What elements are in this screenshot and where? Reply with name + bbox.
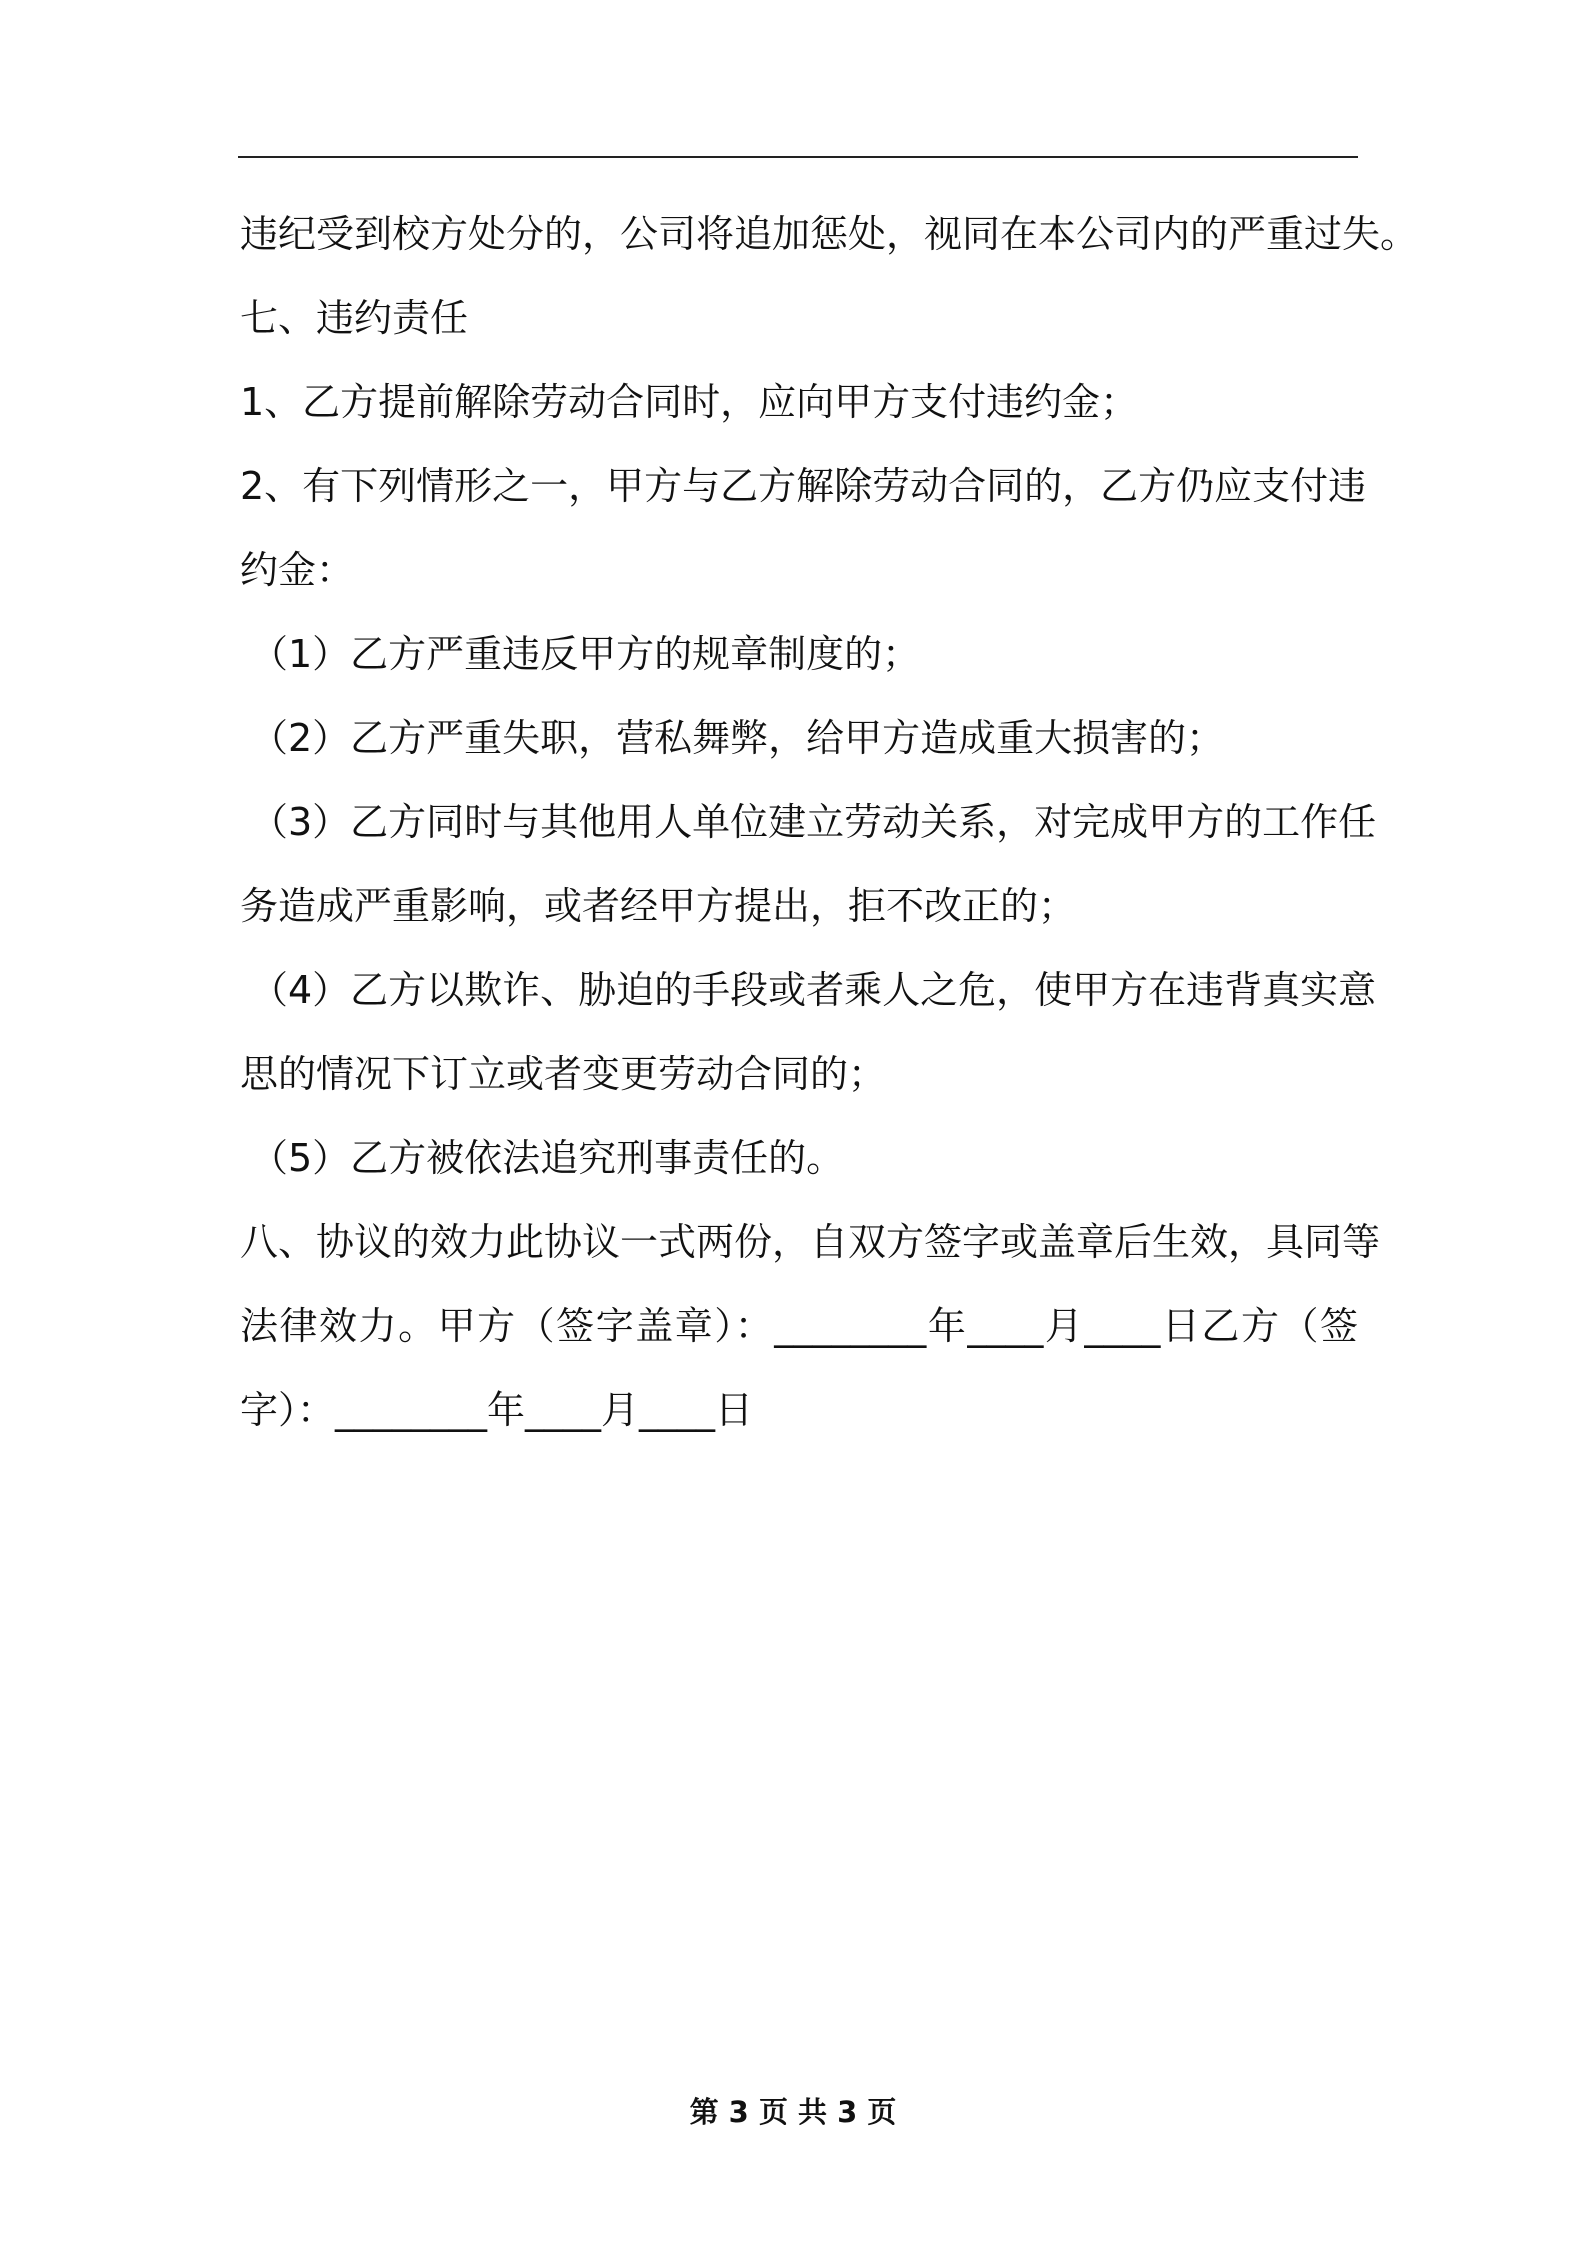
clause-2: 2、有下列情形之一，甲方与乙方解除劳动合同的，乙方仍应支付违 <box>240 464 1367 508</box>
header-rule <box>238 156 1358 158</box>
sub-clause-3: （3）乙方同时与其他用人单位建立劳动关系，对完成甲方的工作任 <box>250 800 1377 844</box>
page-number-footer: 第 3 页 共 3 页 <box>689 2095 897 2129</box>
sub-clause-2: （2）乙方严重失职，营私舞弊，给甲方造成重大损害的； <box>250 716 1225 760</box>
sub-clause-5: （5）乙方被依法追究刑事责任的。 <box>250 1136 845 1180</box>
clause-1: 1、乙方提前解除劳动合同时，应向甲方支付违约金； <box>240 380 1139 424</box>
sub-clause-4: （4）乙方以欺诈、胁迫的手段或者乘人之危，使甲方在违背真实意 <box>250 968 1377 1012</box>
text-line-1: 违纪受到校方处分的，公司将追加惩处，视同在本公司内的严重过失。 <box>240 212 1419 256</box>
sub-clause-4-continued: 思的情况下订立或者变更劳动合同的； <box>240 1052 887 1096</box>
clause-2-continued: 约金： <box>240 548 355 592</box>
section-heading-breach-liability: 七、违约责任 <box>240 296 469 340</box>
document-body <box>240 192 1419 1452</box>
signature-line-party-b: 字）：________年____月____日 <box>240 1388 754 1432</box>
sub-clause-3-continued: 务造成严重影响，或者经甲方提出，拒不改正的； <box>240 884 1077 928</box>
sub-clause-1: （1）乙方严重违反甲方的规章制度的； <box>250 632 921 676</box>
signature-line-party-a: 法律效力。甲方（签字盖章）：________年____月____日乙方（签 <box>240 1304 1358 1348</box>
section-heading-agreement-validity: 八、协议的效力此协议一式两份，自双方签字或盖章后生效，具同等 <box>240 1220 1381 1264</box>
